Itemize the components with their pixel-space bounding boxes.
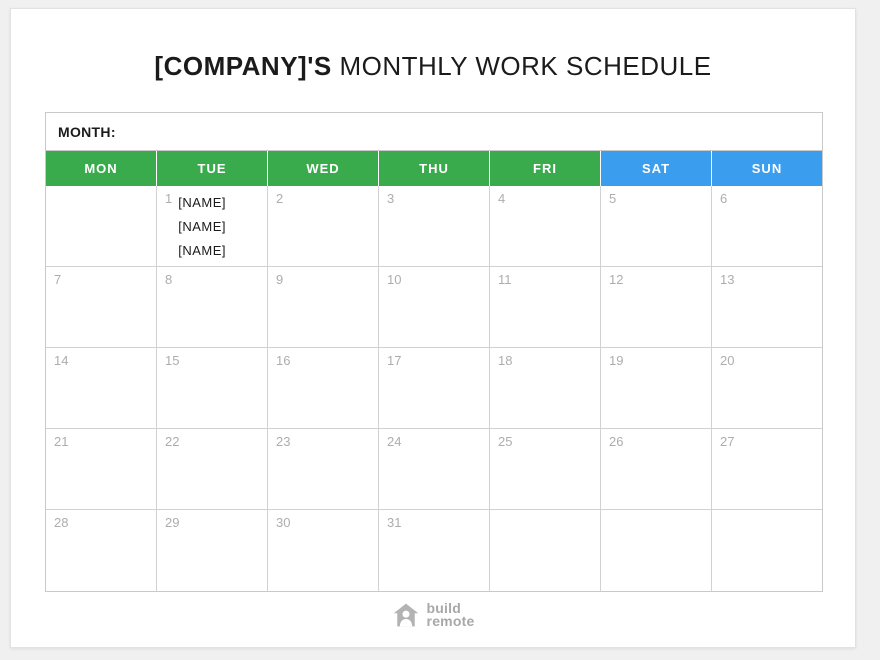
footer-logo: [11, 601, 855, 629]
calendar-day-cell[interactable]: [157, 510, 268, 591]
calendar-day-cell[interactable]: [46, 348, 157, 429]
page-title-company: [COMPANY]'S: [154, 51, 332, 81]
calendar-day-cell[interactable]: [46, 267, 157, 348]
calendar-day-cell[interactable]: [601, 267, 712, 348]
day-number: 25: [498, 434, 513, 449]
page-title: [11, 51, 855, 82]
calendar-day-cell[interactable]: [379, 348, 490, 429]
calendar-day-cell[interactable]: [268, 348, 379, 429]
calendar-day-cell[interactable]: [46, 186, 157, 267]
schedule-entry[interactable]: [NAME]: [178, 219, 227, 234]
day-header-fri: FRI: [490, 151, 601, 186]
calendar-day-cell[interactable]: [379, 429, 490, 510]
calendar-day-cell[interactable]: [712, 267, 822, 348]
day-number: 26: [609, 434, 624, 449]
logo-wordmark: [427, 602, 475, 628]
calendar-day-cell[interactable]: [157, 429, 268, 510]
calendar-day-cell[interactable]: [379, 186, 490, 267]
month-row[interactable]: [46, 113, 822, 151]
day-number: 8: [165, 272, 173, 287]
day-number: 24: [387, 434, 402, 449]
logo-line-2: remote: [426, 613, 475, 629]
day-number: 12: [609, 272, 624, 287]
day-number: 13: [720, 272, 735, 287]
day-header-sat: SAT: [601, 151, 712, 186]
day-number: 30: [276, 515, 291, 530]
page-title-rest: MONTHLY WORK SCHEDULE: [331, 51, 712, 81]
calendar-day-cell[interactable]: [46, 510, 157, 591]
calendar-day-cell[interactable]: [712, 510, 822, 591]
calendar-day-cell[interactable]: [601, 510, 712, 591]
calendar-day-cell[interactable]: [157, 348, 268, 429]
calendar-week-row: [46, 186, 822, 267]
day-number: 21: [54, 434, 69, 449]
day-number: 16: [276, 353, 291, 368]
calendar-day-cell[interactable]: [268, 429, 379, 510]
calendar-day-cell[interactable]: [490, 267, 601, 348]
day-number: 27: [720, 434, 735, 449]
calendar-day-cell[interactable]: [601, 348, 712, 429]
schedule-page: [10, 8, 856, 648]
calendar-day-cell[interactable]: [601, 186, 712, 267]
calendar-week-row: [46, 429, 822, 510]
schedule-entry[interactable]: [NAME]: [178, 195, 227, 210]
day-number: 2: [276, 191, 284, 206]
day-number: 11: [498, 272, 512, 287]
logo-line-1: build: [426, 600, 461, 616]
day-number: 29: [165, 515, 180, 530]
day-number: 28: [54, 515, 69, 530]
calendar-day-cell[interactable]: [379, 267, 490, 348]
calendar-weeks: [46, 186, 822, 591]
schedule-entry[interactable]: [NAME]: [178, 243, 227, 258]
day-number: 18: [498, 353, 513, 368]
day-header-sun: SUN: [712, 151, 822, 186]
day-header-tue: TUE: [157, 151, 268, 186]
day-number: 7: [54, 272, 62, 287]
calendar-week-row: [46, 510, 822, 591]
day-number: 17: [387, 353, 402, 368]
calendar-day-cell[interactable]: [379, 510, 490, 591]
day-number: 10: [387, 272, 402, 287]
calendar-day-cell[interactable]: [490, 429, 601, 510]
day-number: 20: [720, 353, 735, 368]
day-number: 22: [165, 434, 180, 449]
calendar-day-cell[interactable]: [712, 186, 822, 267]
day-number: 9: [276, 272, 284, 287]
calendar-day-cell[interactable]: [157, 267, 268, 348]
calendar-day-cell[interactable]: [490, 348, 601, 429]
day-number: 3: [387, 191, 395, 206]
calendar-day-cell[interactable]: [268, 186, 379, 267]
day-number: 15: [165, 353, 180, 368]
calendar: [45, 112, 823, 592]
calendar-day-cell[interactable]: [712, 348, 822, 429]
calendar-day-cell[interactable]: [601, 429, 712, 510]
day-header-thu: THU: [379, 151, 490, 186]
calendar-day-cell[interactable]: [46, 429, 157, 510]
day-of-week-header-row: [46, 151, 822, 186]
calendar-week-row: [46, 348, 822, 429]
calendar-day-cell[interactable]: [490, 186, 601, 267]
day-number: 1: [165, 191, 173, 206]
month-label: MONTH:: [58, 123, 116, 140]
day-number: 5: [609, 191, 617, 206]
day-number: 6: [720, 191, 728, 206]
calendar-day-cell[interactable]: [268, 267, 379, 348]
calendar-day-cell[interactable]: [268, 510, 379, 591]
day-entries: [178, 192, 226, 261]
calendar-day-cell[interactable]: [712, 429, 822, 510]
day-header-mon: MON: [46, 151, 157, 186]
day-number: 4: [498, 191, 506, 206]
day-number: 23: [276, 434, 291, 449]
day-number: 31: [387, 515, 402, 530]
calendar-day-cell[interactable]: [490, 510, 601, 591]
calendar-day-cell[interactable]: [157, 186, 268, 267]
day-number: 14: [54, 353, 69, 368]
house-person-icon: [392, 601, 420, 629]
calendar-week-row: [46, 267, 822, 348]
day-header-wed: WED: [268, 151, 379, 186]
day-number: 19: [609, 353, 624, 368]
